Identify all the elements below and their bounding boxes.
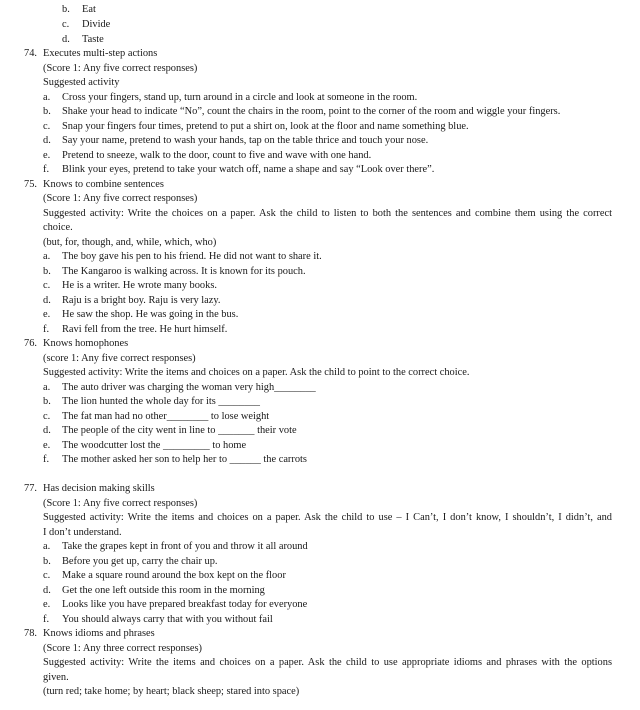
list-item-letter: e. [43, 150, 51, 161]
list-item-letter: d. [62, 34, 70, 45]
list-item: Before you get up, carry the chair up. [62, 556, 218, 567]
list-item: He saw the shop. He was going in the bus. [62, 309, 239, 320]
score-note: (Score 1: Any five correct responses) [43, 193, 198, 204]
list-item: Divide [82, 19, 111, 30]
list-item-letter: a. [43, 251, 51, 262]
list-item: The auto driver was charging the woman very high________ [62, 382, 316, 393]
score-note: (Score 1: Any five correct responses) [43, 63, 198, 74]
section-number: 75. [24, 179, 37, 190]
list-item: Ravi fell from the tree. He hurt himself. [62, 324, 228, 335]
suggested-activity: Suggested activity: Write the items and choices on a paper. Ask the child to use – I Can’t, I don’t know, I shouldn’t, I didn’t, and [43, 512, 612, 523]
choices-list: (turn red; take home; by heart; black sheep; stared into space) [43, 686, 300, 697]
suggested-activity-continued: I don’t understand. [43, 527, 122, 538]
list-item-letter: a. [43, 382, 51, 393]
list-item-letter: a. [43, 541, 51, 552]
list-item-letter: e. [43, 440, 51, 451]
section-number: 78. [24, 628, 37, 639]
section-title: Executes multi-step actions [43, 48, 158, 59]
list-item-letter: b. [43, 396, 51, 407]
section-number: 77. [24, 483, 37, 494]
choices-list: (but, for, though, and, while, which, who) [43, 237, 217, 248]
list-item-letter: f. [43, 164, 50, 175]
list-item: You should always carry that with you without fail [62, 614, 273, 625]
list-item: Raju is a bright boy. Raju is very lazy. [62, 295, 221, 306]
list-item-letter: b. [43, 556, 51, 567]
suggested-activity: Suggested activity: Write the choices on a paper. Ask the child to listen to both the sentences and combine them using the correct [43, 208, 612, 219]
list-item-letter: d. [43, 295, 51, 306]
list-item-letter: e. [43, 599, 51, 610]
suggested-activity-continued: choice. [43, 222, 73, 233]
section-title: Knows idioms and phrases [43, 628, 155, 639]
list-item: Take the grapes kept in front of you and throw it all around [62, 541, 308, 552]
section-title: Knows homophones [43, 338, 129, 349]
list-item: Shake your head to indicate “No”, count the chairs in the room, point to the corner of the room and wiggle your fingers. [62, 106, 561, 117]
section-title: Knows to combine sentences [43, 179, 164, 190]
list-item: Snap your fingers four times, pretend to put a shirt on, look at the floor and name something blue. [62, 121, 469, 132]
list-item-letter: b. [62, 4, 70, 15]
score-note: (Score 1: Any five correct responses) [43, 498, 198, 509]
list-item-letter: c. [43, 121, 51, 132]
list-item: The lion hunted the whole day for its ________ [62, 396, 260, 407]
list-item-letter: c. [62, 19, 70, 30]
list-item: He is a writer. He wrote many books. [62, 280, 217, 291]
suggested-activity: Suggested activity: Write the items and choices on a paper. Ask the child to use appropriate idioms and phrases with the options [43, 657, 612, 668]
suggested-activity: Suggested activity: Write the items and choices on a paper. Ask the child to point to the correct choice. [43, 367, 470, 378]
list-item: Taste [82, 34, 104, 45]
section-number: 74. [24, 48, 37, 59]
list-item-letter: f. [43, 324, 50, 335]
list-item: Get the one left outside this room in the morning [62, 585, 265, 596]
list-item: Make a square round around the box kept on the floor [62, 570, 286, 581]
list-item: The boy gave his pen to his friend. He did not want to share it. [62, 251, 322, 262]
list-item-letter: d. [43, 135, 51, 146]
list-item-letter: f. [43, 454, 50, 465]
list-item: Eat [82, 4, 96, 15]
list-item-letter: d. [43, 425, 51, 436]
list-item: The fat man had no other________ to lose weight [62, 411, 270, 422]
list-item: The people of the city went in line to _______ their vote [62, 425, 297, 436]
score-note: (Score 1: Any three correct responses) [43, 643, 202, 654]
list-item: Cross your fingers, stand up, turn around in a circle and look at someone in the room. [62, 92, 418, 103]
list-item-letter: e. [43, 309, 51, 320]
list-item: The mother asked her son to help her to ______ the carrots [62, 454, 307, 465]
list-item-letter: c. [43, 411, 51, 422]
suggested-activity: Suggested activity [43, 77, 120, 88]
suggested-activity-continued: given. [43, 672, 69, 683]
list-item-letter: b. [43, 106, 51, 117]
section-title: Has decision making skills [43, 483, 155, 494]
section-number: 76. [24, 338, 37, 349]
list-item: Blink your eyes, pretend to take your watch off, name a shape and say “Look over there”. [62, 164, 435, 175]
list-item-letter: d. [43, 585, 51, 596]
list-item: Looks like you have prepared breakfast today for everyone [62, 599, 308, 610]
list-item: Pretend to sneeze, walk to the door, count to five and wave with one hand. [62, 150, 372, 161]
list-item-letter: a. [43, 92, 51, 103]
list-item-letter: b. [43, 266, 51, 277]
list-item: The woodcutter lost the _________ to home [62, 440, 247, 451]
score-note: (score 1: Any five correct responses) [43, 353, 196, 364]
list-item-letter: f. [43, 614, 50, 625]
list-item-letter: c. [43, 570, 51, 581]
list-item: The Kangaroo is walking across. It is known for its pouch. [62, 266, 306, 277]
list-item: Say your name, pretend to wash your hands, tap on the table thrice and touch your nose. [62, 135, 429, 146]
list-item-letter: c. [43, 280, 51, 291]
